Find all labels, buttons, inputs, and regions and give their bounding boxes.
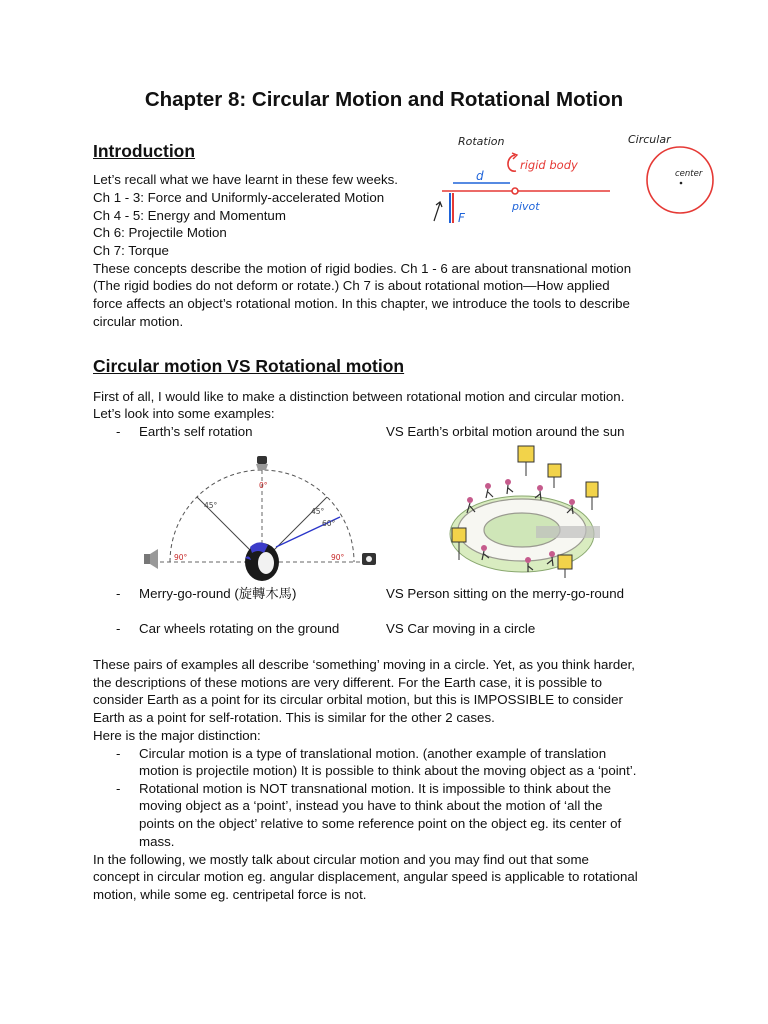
page-title: Chapter 8: Circular Motion and Rotational Motion [144, 88, 624, 111]
bullet-dash: - [116, 621, 121, 636]
body-line: the descriptions of these motions are very different. For the Earth case, it is possible to [93, 675, 602, 690]
distinction-line: Circular motion is a type of translational motion. (another example of translation [139, 746, 607, 761]
sign-icon [558, 555, 572, 569]
intro-line: Ch 6: Projectile Motion [93, 225, 227, 240]
sign-icon [548, 464, 561, 477]
intro-line: (The rigid bodies do not deform or rotate.) Ch 7 is about rotational motion—How applied [93, 278, 610, 293]
example-left: Merry-go-round (旋轉木馬) [139, 586, 297, 601]
intro-line: Ch 4 - 5: Energy and Momentum [93, 208, 286, 223]
intro-line: circular motion. [93, 314, 184, 329]
f-label: F [458, 211, 465, 225]
speaker-right-icon [362, 553, 376, 565]
rotating-head-icon [245, 542, 279, 581]
distinction-line: moving object as a ‘point’, instead you have to think about the motion of ‘all the [139, 798, 603, 813]
angle-label-right-90: 90° [331, 553, 345, 562]
body-line: Earth as a point for self-rotation. This is similar for the other 2 cases. [93, 710, 495, 725]
distinction-line: mass. [139, 834, 175, 849]
circle-path-icon [647, 147, 713, 213]
example-left: Earth’s self rotation [139, 424, 253, 439]
angle-label-left-90: 90° [174, 553, 188, 562]
lamp-icon [256, 456, 268, 470]
example-right: VS Person sitting on the merry-go-round [386, 586, 624, 601]
circular-label: Circular [628, 133, 671, 146]
body-line: These pairs of examples all describe ‘something’ moving in a circle. Yet, as you think harder, [93, 657, 636, 672]
rigid-body-label: rigid body [520, 158, 578, 172]
bullet-dash: - [116, 781, 121, 796]
section-intro-line: Let’s look into some examples: [93, 406, 275, 421]
circular-sketch [625, 125, 725, 225]
closing-line: motion, while some eg. centripetal force is not. [93, 887, 367, 902]
angle-label-0: 0° [259, 481, 268, 490]
introduction-heading: Introduction [93, 141, 196, 161]
closing-line: In the following, we mostly talk about circular motion and you may find out that some [93, 852, 589, 867]
bullet-dash: - [116, 424, 121, 439]
angle-label-60: 60° [322, 519, 336, 528]
center-label: center [675, 169, 703, 179]
example-right: VS Earth’s orbital motion around the sun [386, 424, 625, 439]
merry-go-round-illustration [440, 442, 605, 580]
intro-line: Ch 7: Torque [93, 243, 169, 258]
intro-line: These concepts describe the motion of rigid bodies. Ch 1 - 6 are about transnational motion [93, 261, 632, 276]
pivot-label: pivot [512, 200, 540, 213]
body-line: consider Earth as a point for its circular orbital motion, but this is IMPOSSIBLE to consider [93, 692, 623, 707]
angle-label-right-45: 45° [311, 507, 325, 516]
sign-icon [452, 528, 466, 542]
distinction-line: motion is projectile motion) It is possible to think about the moving object as a ‘point’. [139, 763, 637, 778]
example-right: VS Car moving in a circle [386, 621, 536, 636]
bullet-dash: - [116, 586, 121, 601]
d-label: d [476, 169, 484, 183]
distinction-line: points on the object’ relative to some reference point on the object eg. its center of [139, 816, 622, 831]
speaker-left-icon [144, 549, 158, 569]
example-left: Car wheels rotating on the ground [139, 621, 340, 636]
intro-line: force affects an object’s rotational motion. In this chapter, we introduce the tools to describe [93, 296, 630, 311]
section-intro-line: First of all, I would like to make a distinction between rotational motion and circular motion. [93, 389, 625, 404]
center-point-icon [680, 182, 683, 185]
body-line: Here is the major distinction: [93, 728, 261, 743]
section-heading-circular-vs-rotational: Circular motion VS Rotational motion [93, 356, 405, 376]
intro-line: Let’s recall what we have learnt in these few weeks. [93, 172, 399, 187]
intro-line: Ch 1 - 3: Force and Uniformly-accelerated Motion [93, 190, 385, 205]
bullet-dash: - [116, 746, 121, 761]
angle-label-left-45: 45° [204, 501, 218, 510]
sign-icon [586, 482, 598, 497]
distinction-line: Rotational motion is NOT transnational motion. It is impossible to think about the [139, 781, 612, 796]
sign-icon [518, 446, 534, 462]
rotation-sketch [420, 125, 620, 235]
closing-line: concept in circular motion eg. angular displacement, angular speed is applicable to rotational [93, 869, 638, 884]
pivot-point-icon [512, 188, 518, 194]
rotation-label: Rotation [458, 135, 505, 148]
earth-rotation-diagram [140, 450, 385, 580]
